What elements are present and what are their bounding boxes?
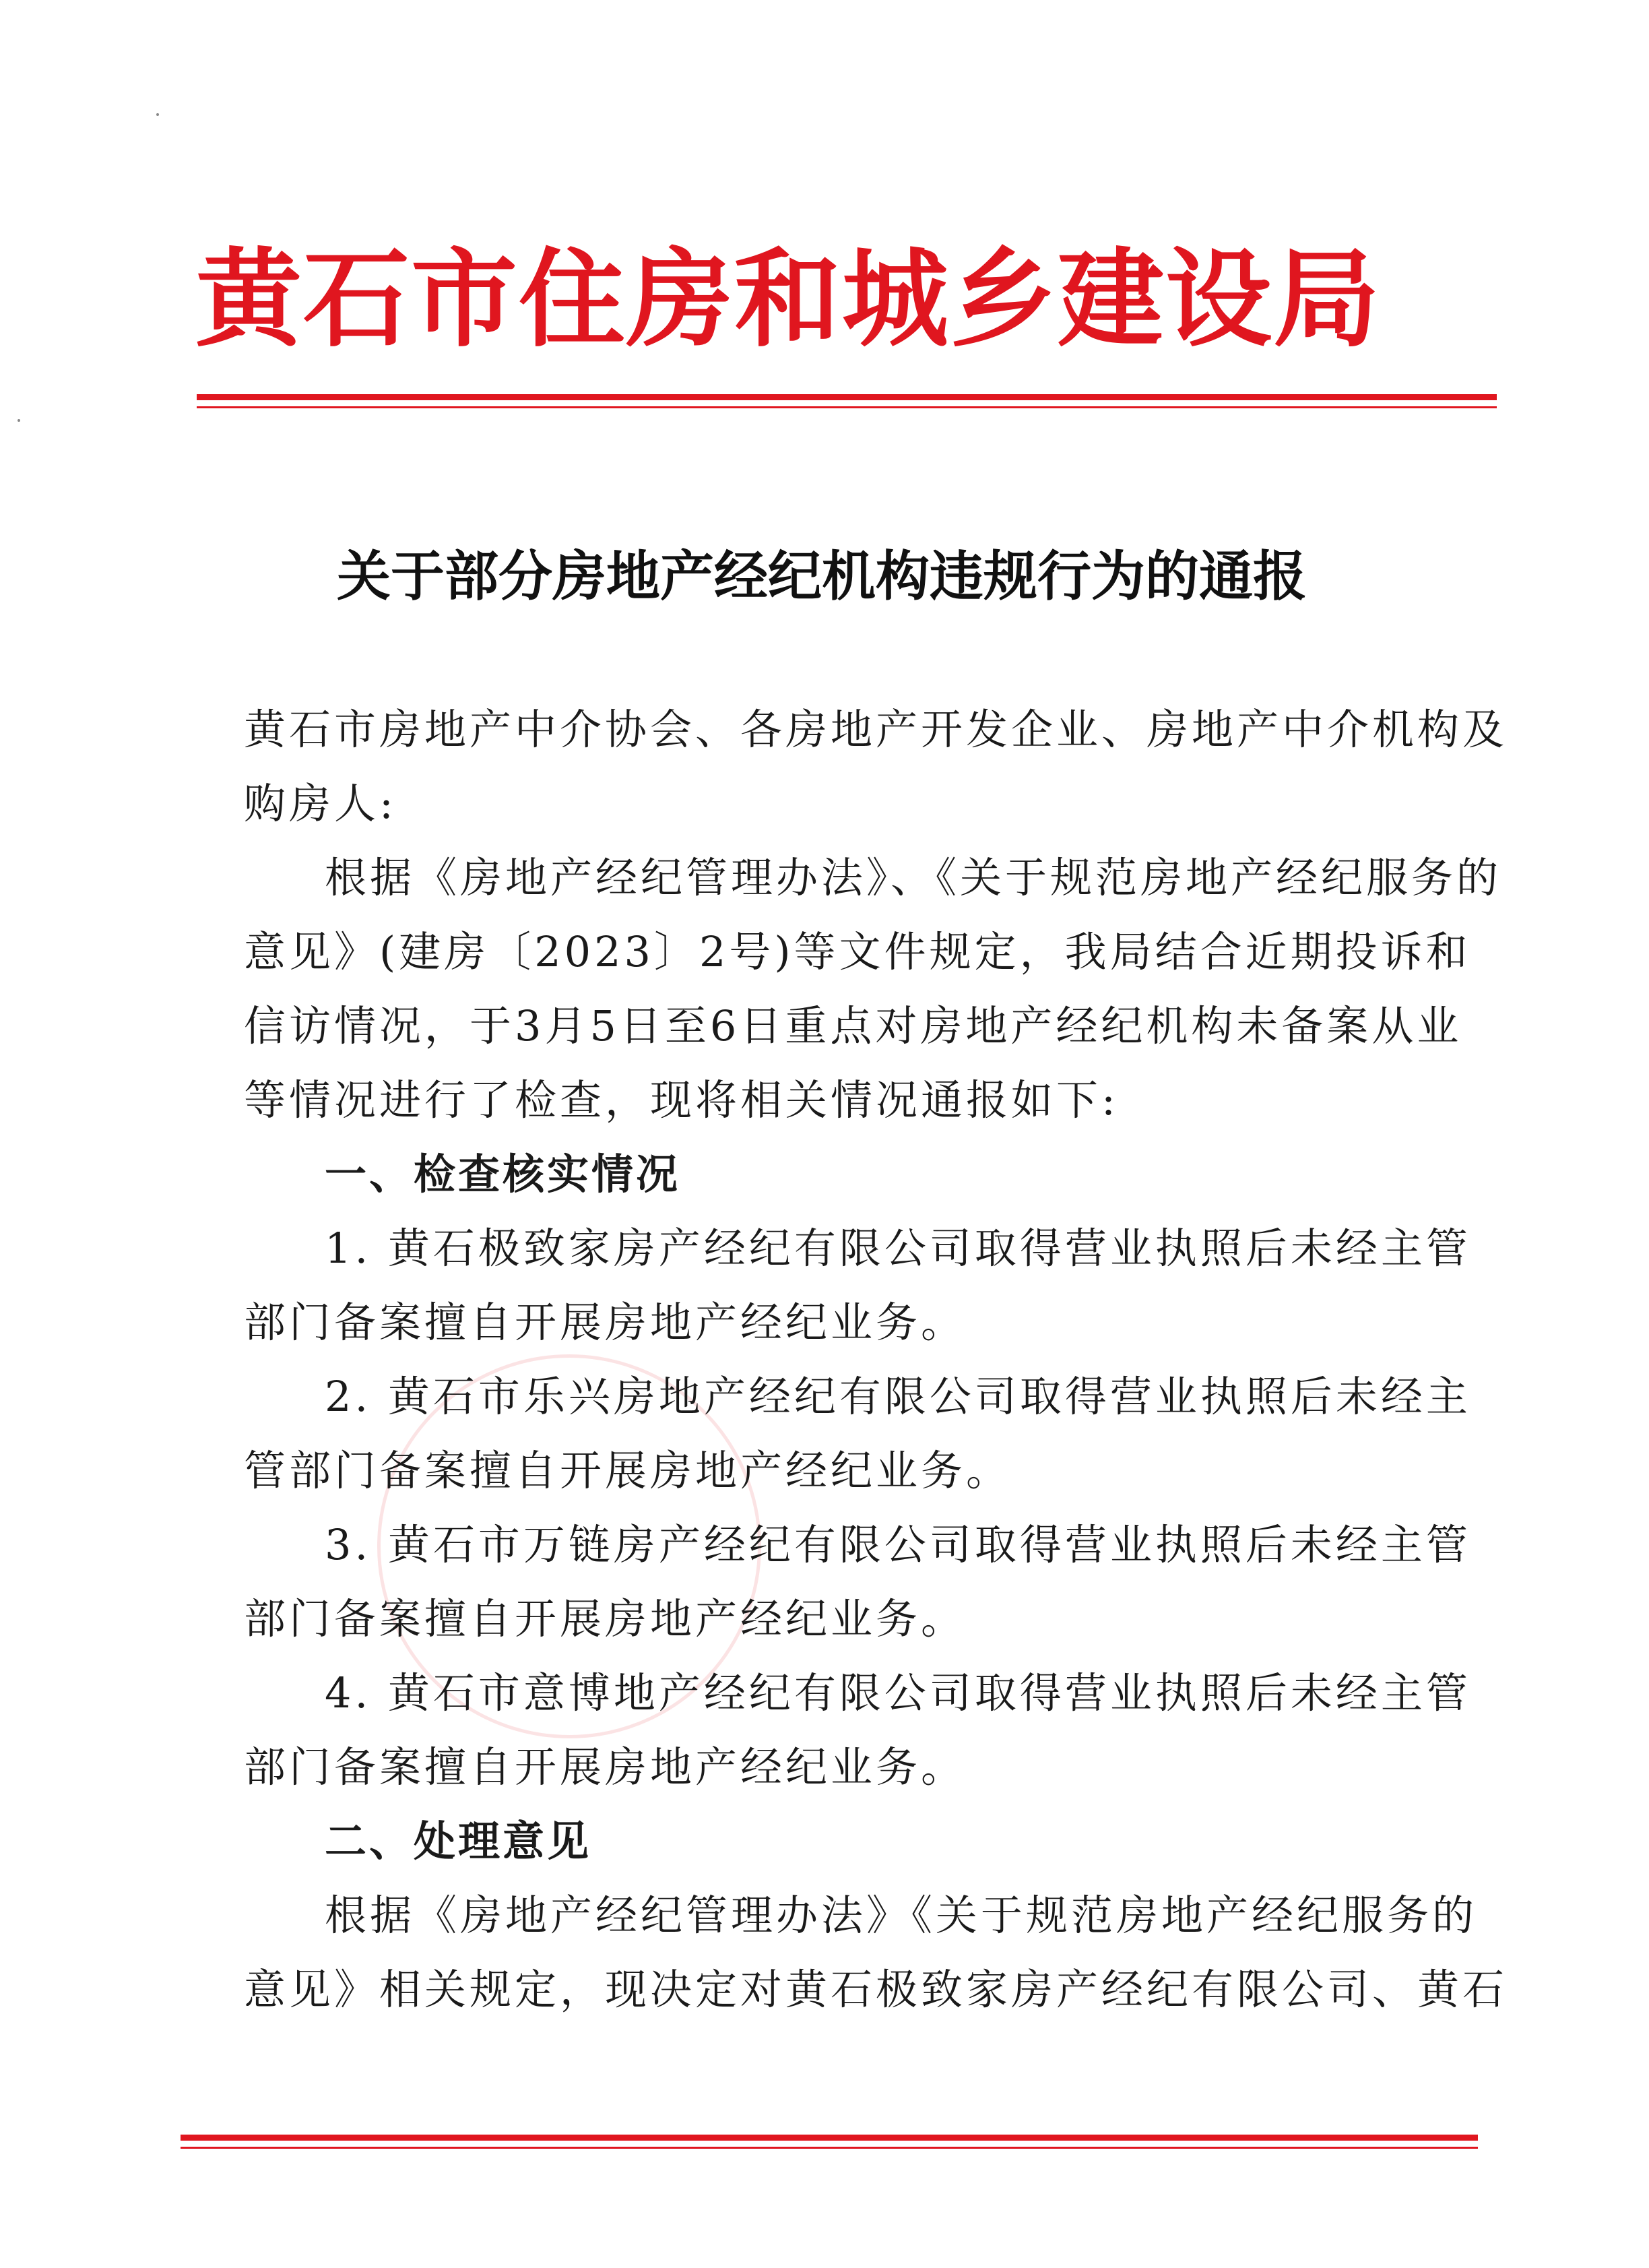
body-line: 根据《房地产经纪管理办法》、《关于规范房地产经纪服务的 [325, 853, 1502, 902]
document-title: 关于部分房地产经纪机构违规行为的通报 [337, 544, 1307, 608]
body-line-addressee: 黄石市房地产中介协会、各房地产开发企业、房地产中介机构及 [244, 705, 1508, 754]
footer-rule-thick [181, 2135, 1478, 2141]
body-line: 等情况进行了检查，现将相关情况通报如下: [244, 1075, 1119, 1125]
list-item-1-cont: 部门备案擅自开展房地产经纪业务。 [244, 1298, 967, 1347]
body-line: 根据《房地产经纪管理办法》《关于规范房地产经纪服务的 [325, 1891, 1478, 1940]
list-item-3: 3. 黄石市万链房产经纪有限公司取得营业执照后未经主管 [325, 1520, 1471, 1569]
body-line: 信访情况，于3月5日至6日重点对房地产经纪机构未备案从业 [244, 1001, 1462, 1050]
letterhead-rule-thin [197, 406, 1497, 408]
body-line-addressee-cont: 购房人: [244, 779, 397, 828]
list-item-2: 2. 黄石市乐兴房地产经纪有限公司取得营业执照后未经主 [325, 1372, 1471, 1421]
letterhead-org-name: 黄石市住房和城乡建设局 [195, 237, 1381, 362]
letterhead-rule-thick [197, 394, 1497, 400]
footer-rule-thin [181, 2147, 1478, 2149]
list-item-2-cont: 管部门备案擅自开展房地产经纪业务。 [244, 1446, 1012, 1495]
body-line: 意见》(建房〔2023〕2号)等文件规定，我局结合近期投诉和 [244, 927, 1471, 976]
list-item-1: 1. 黄石极致家房产经纪有限公司取得营业执照后未经主管 [325, 1224, 1471, 1273]
section-heading-2: 二、处理意见 [325, 1817, 592, 1866]
list-item-4-cont: 部门备案擅自开展房地产经纪业务。 [244, 1742, 967, 1792]
section-heading-1: 一、检查核实情况 [325, 1149, 681, 1199]
body-line: 意见》相关规定，现决定对黄石极致家房产经纪有限公司、黄石 [244, 1965, 1508, 2014]
scan-speck [156, 113, 159, 116]
scan-speck [18, 419, 20, 422]
list-item-3-cont: 部门备案擅自开展房地产经纪业务。 [244, 1594, 967, 1643]
list-item-4: 4. 黄石市意博地产经纪有限公司取得营业执照后未经主管 [325, 1668, 1471, 1718]
